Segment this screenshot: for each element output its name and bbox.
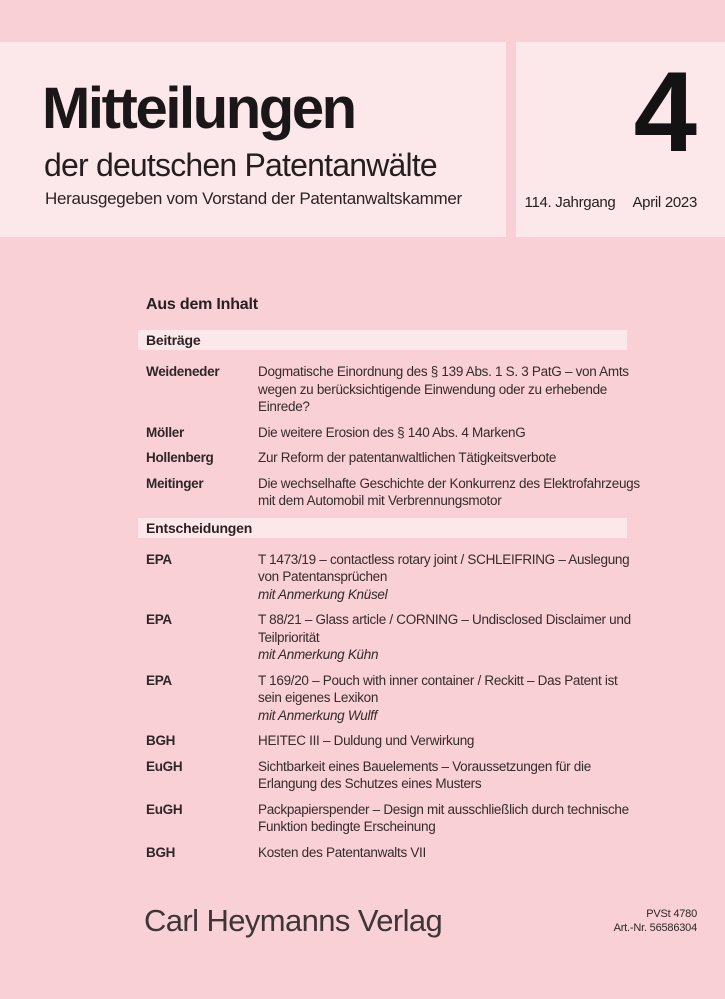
issue-number: 4 <box>633 49 697 176</box>
issue-date: April 2023 <box>632 194 697 211</box>
entry-text <box>258 758 627 793</box>
toc-entry <box>138 551 630 604</box>
entry-text <box>258 449 627 467</box>
entry-note: mit Anmerkung Knüsel <box>258 586 388 602</box>
entry-text <box>258 424 627 442</box>
entry-line: Zur Reform der patentanwaltlichen Tätigkeitsverbote <box>258 450 557 465</box>
toc-section <box>138 330 640 510</box>
entry-line: von Patentansprüchen <box>258 569 388 584</box>
publisher-name: Carl Heymanns Verlag <box>144 903 443 938</box>
toc-heading: Aus dem Inhalt <box>146 296 258 313</box>
entry-author: Möller <box>146 424 184 440</box>
entry-author: EPA <box>146 551 172 567</box>
toc-entry <box>138 801 627 836</box>
journal-title: Mitteilungen <box>42 76 355 141</box>
entry-author: Weideneder <box>146 364 220 379</box>
toc-entry <box>138 475 640 510</box>
entry-author: EuGH <box>146 801 183 817</box>
toc-entry <box>138 758 627 793</box>
entry-note: mit Anmerkung Wulff <box>258 707 378 723</box>
toc-section <box>138 518 631 862</box>
entry-line: Dogmatische Einordnung des § 139 Abs. 1 S. 3 PatG – von Amts <box>258 364 629 379</box>
toc-entry <box>138 732 627 750</box>
entry-author: EuGH <box>146 758 183 774</box>
entry-line: Funktion bedingte Erscheinung <box>258 819 436 834</box>
entry-line: Erlangung des Schutzes eines Musters <box>258 776 482 791</box>
toc-entry <box>138 844 627 862</box>
entry-line: Teilpriorität <box>258 629 320 645</box>
journal-subtitle: der deutschen Patentanwälte <box>44 147 437 183</box>
entry-author: BGH <box>146 844 176 860</box>
entry-text <box>258 732 627 750</box>
entry-text <box>258 475 640 510</box>
entry-line: T 88/21 – Glass article / CORNING – Undisclosed Disclaimer und <box>258 612 631 627</box>
entry-line: wegen zu berücksichtigende Einwendung oder zu erhebende <box>258 381 608 397</box>
entry-line: Einrede? <box>258 399 310 414</box>
entry-text <box>258 801 629 836</box>
section-band-label: Entscheidungen <box>138 518 627 538</box>
masthead-panel <box>0 42 506 237</box>
entry-author: EPA <box>146 672 172 688</box>
toc-entry <box>138 363 627 416</box>
entry-author: EPA <box>146 612 172 627</box>
toc-sections <box>138 330 640 869</box>
volume-label: 114. Jahrgang <box>524 194 616 211</box>
entry-line: T 169/20 – Pouch with inner container / Reckitt – Das Patent ist <box>258 672 618 688</box>
toc-entry <box>138 424 627 442</box>
entry-line: Die weitere Erosion des § 140 Abs. 4 MarkenG <box>258 424 526 440</box>
postal-info <box>614 908 697 935</box>
toc-entry <box>138 449 627 467</box>
toc-entry <box>138 672 627 725</box>
entry-line: Packpapierspender – Design mit ausschließlich durch technische <box>258 801 629 817</box>
entry-line: mit dem Automobil mit Verbrennungsmotor <box>258 493 502 508</box>
journal-tagline: Herausgegeben vom Vorstand der Patentanwaltskammer <box>45 189 462 208</box>
entry-text <box>258 844 627 862</box>
postal-id: PVSt 4780 <box>646 908 697 920</box>
entry-text <box>258 363 629 416</box>
entry-note: mit Anmerkung Kühn <box>258 647 379 662</box>
entry-line: T 1473/19 – contactless rotary joint / SCHLEIFRING – Auslegung <box>258 551 630 567</box>
entry-line: sein eigenes Lexikon <box>258 690 379 705</box>
entry-author: Hollenberg <box>146 450 214 465</box>
issue-meta <box>525 194 697 211</box>
entry-text <box>258 672 627 725</box>
entry-text <box>258 611 631 664</box>
issue-panel <box>516 42 725 237</box>
entry-line: Sichtbarkeit eines Bauelements – Voraussetzungen für die <box>258 758 591 774</box>
entry-text <box>258 551 629 604</box>
entry-author: BGH <box>146 733 176 748</box>
entry-line: HEITEC III – Duldung und Verwirkung <box>258 733 475 748</box>
entry-author: Meitinger <box>146 475 204 491</box>
section-band-label: Beiträge <box>138 330 627 350</box>
entry-line: Die wechselhafte Geschichte der Konkurrenz des Elektrofahrzeugs <box>258 475 640 491</box>
toc-entry <box>138 611 631 664</box>
entry-line: Kosten des Patentanwalts VII <box>258 844 426 860</box>
article-number: Art.-Nr. 56586304 <box>613 921 697 934</box>
